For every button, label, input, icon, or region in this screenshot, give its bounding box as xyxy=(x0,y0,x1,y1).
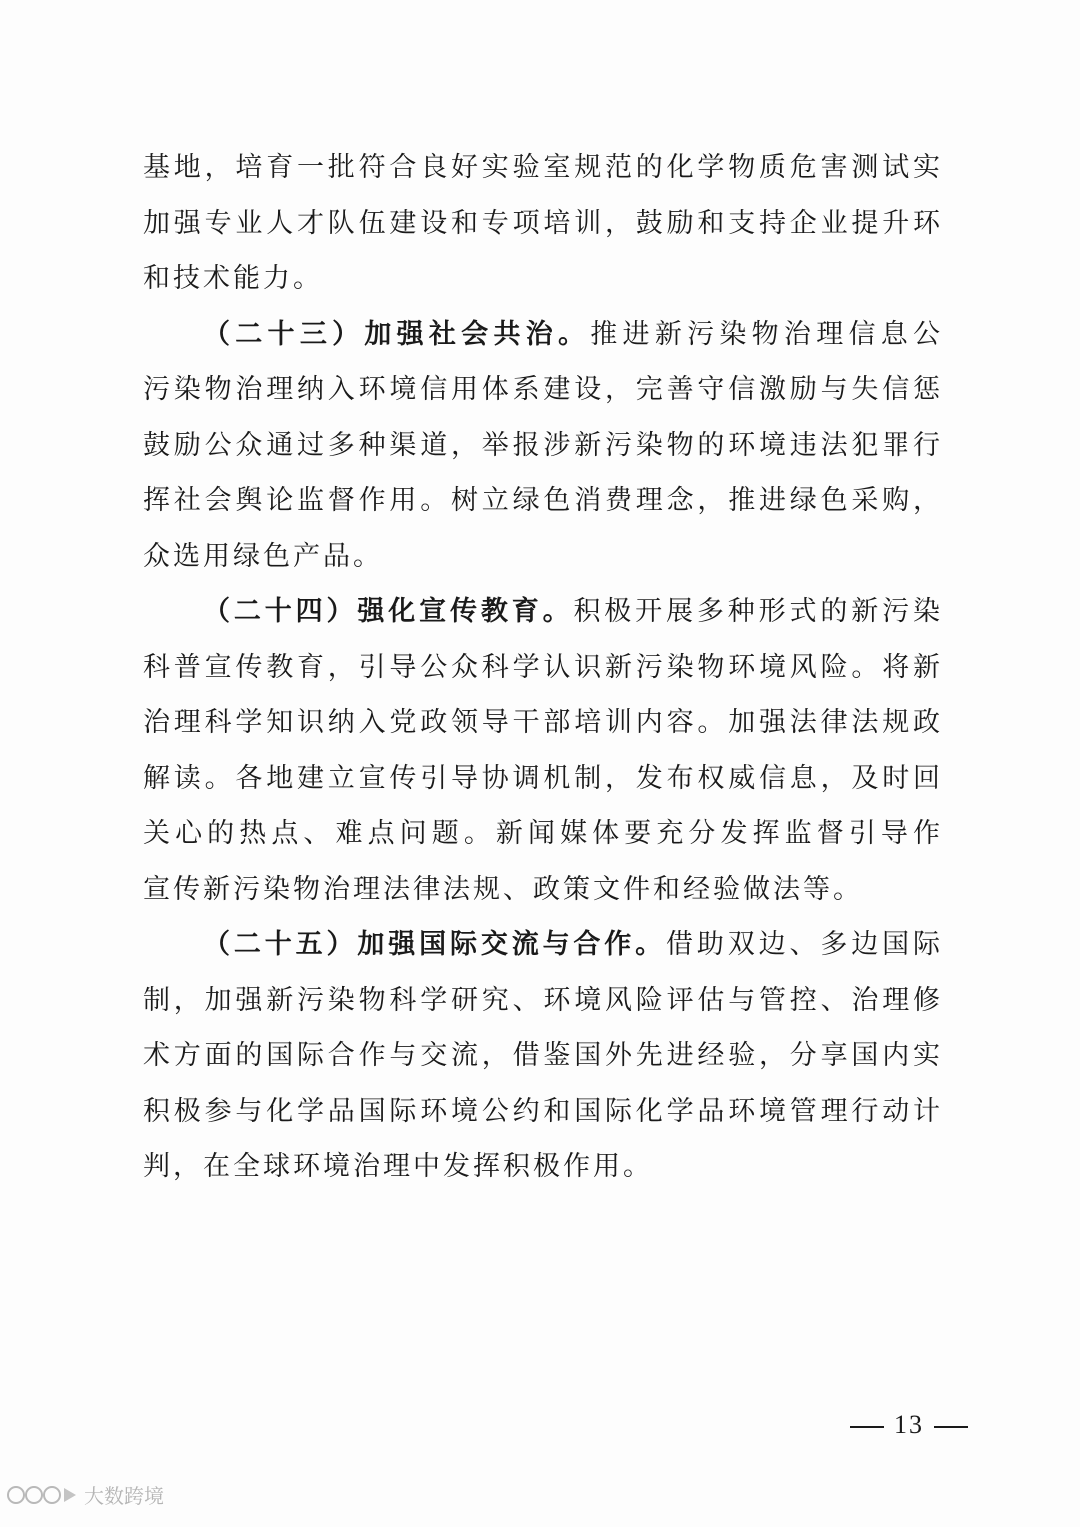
section-heading: （二十四）强化宣传教育。 xyxy=(203,596,574,627)
line-text: 术方面的国际合作与交流，借鉴国外先进经验，分享国内实 xyxy=(143,1040,943,1071)
section-heading: （二十五）加强国际交流与合作。 xyxy=(203,929,667,960)
text-line xyxy=(143,870,943,910)
page-number xyxy=(840,1410,978,1440)
page-dash-right xyxy=(934,1426,968,1428)
page-number-value: 13 xyxy=(894,1410,924,1439)
line-text: 积极参与化学品国际环境公约和国际化学品环境管理行动计 xyxy=(143,1095,943,1127)
line-text: 积极开展多种形式的新污染 xyxy=(573,596,943,627)
watermark xyxy=(6,1480,164,1509)
text-line xyxy=(143,537,943,577)
text-line xyxy=(143,1147,943,1187)
text-line xyxy=(143,703,943,743)
line-text: 鼓励公众通过多种渠道，举报涉新污染物的环境违法犯罪行 xyxy=(143,429,943,461)
text-line xyxy=(143,1036,943,1076)
text-line xyxy=(143,759,943,799)
watermark-text: 大数跨境 xyxy=(84,1484,164,1508)
line-text: 判，在全球环境治理中发挥积极作用。 xyxy=(143,1151,653,1182)
line-text: 解读。各地建立宣传引导协调机制，发布权威信息，及时回 xyxy=(143,762,943,794)
text-line xyxy=(143,814,943,854)
line-text: 关心的热点、难点问题。新闻媒体要充分发挥监督引导作 xyxy=(143,818,943,849)
text-line xyxy=(143,1092,943,1132)
line-text: 科普宣传教育，引导公众科学认识新污染物环境风险。将新 xyxy=(143,651,943,683)
line-text: 借助双边、多边国际 xyxy=(666,929,943,960)
text-line xyxy=(143,148,943,188)
line-text: 宣传新污染物治理法律法规、政策文件和经验做法等。 xyxy=(143,873,863,905)
line-text: 众选用绿色产品。 xyxy=(143,540,383,572)
watermark-logo-icon xyxy=(6,1484,78,1506)
page-dash-left xyxy=(850,1426,884,1428)
line-text: 治理科学知识纳入党政领导干部培训内容。加强法律法规政 xyxy=(143,707,943,738)
text-line xyxy=(143,315,943,355)
text-line xyxy=(143,481,943,521)
line-text: 推进新污染物治理信息公 xyxy=(590,318,943,350)
line-text: 挥社会舆论监督作用。树立绿色消费理念，推进绿色采购， xyxy=(143,485,943,516)
text-line xyxy=(143,981,943,1021)
text-line xyxy=(143,370,943,410)
text-line xyxy=(143,426,943,466)
text-line xyxy=(143,925,943,965)
text-line xyxy=(143,204,943,244)
line-text: 加强专业人才队伍建设和专项培训，鼓励和支持企业提升环 xyxy=(143,207,943,239)
section-heading: （二十三）加强社会共治。 xyxy=(203,318,591,350)
text-line xyxy=(143,259,943,299)
line-text: 和技术能力。 xyxy=(143,263,323,294)
text-line xyxy=(143,648,943,688)
line-text: 污染物治理纳入环境信用体系建设，完善守信激励与失信惩 xyxy=(143,374,943,405)
line-text: 基地，培育一批符合良好实验室规范的化学物质危害测试实 xyxy=(143,152,943,183)
text-line xyxy=(143,592,943,632)
line-text: 制，加强新污染物科学研究、环境风险评估与管控、治理修 xyxy=(143,984,943,1016)
